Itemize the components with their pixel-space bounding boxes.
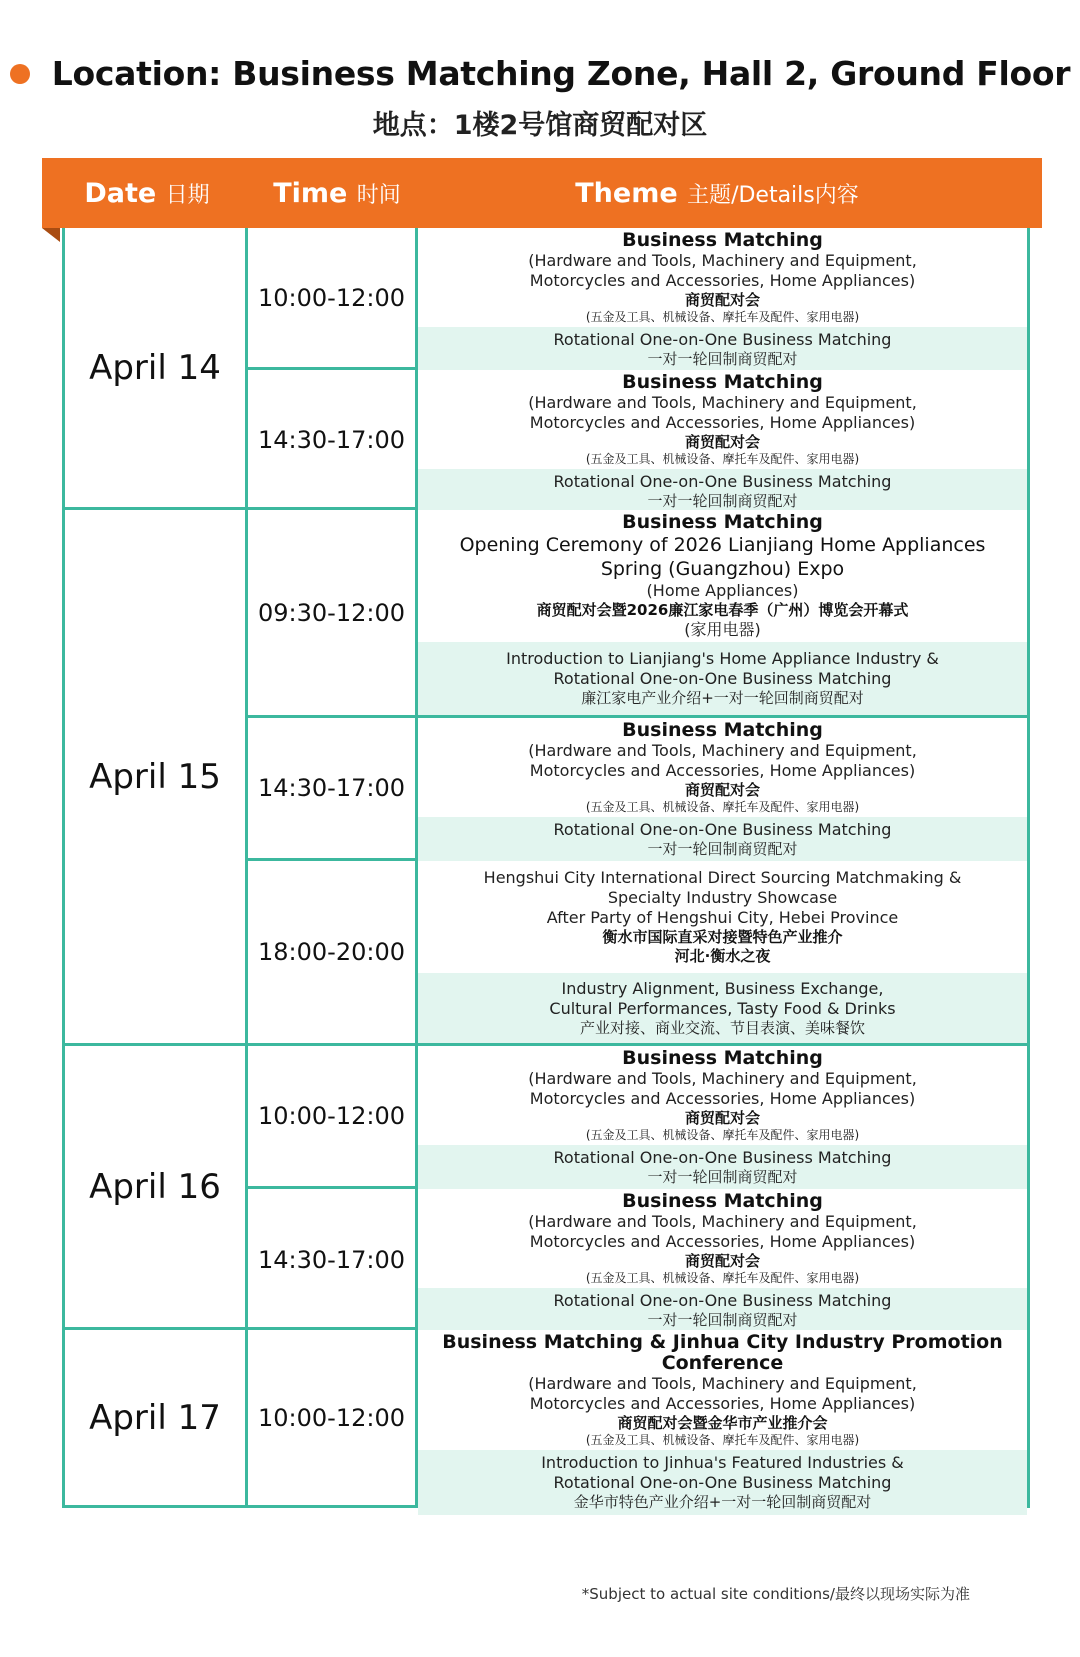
table-header: [42, 158, 1042, 228]
time-cell: 10:00-12:00: [248, 1046, 418, 1186]
date-cell: April 15: [65, 510, 248, 1043]
theme-details: Rotational One-on-One Business Matching 一对一轮回制商贸配对: [418, 469, 1027, 514]
session-row: [248, 718, 1027, 861]
session-row: [248, 370, 1027, 510]
header-theme: Theme 主题/Details内容: [575, 177, 859, 209]
theme-main: Business Matching (Hardware and Tools, Machinery and Equipment, Motorcycles and Accessories, Home Appliances) 商贸配对会 (五金及工具、机械设备、摩托车及配件、家用电器): [418, 718, 1027, 817]
time-cell: 10:00-12:00: [248, 1330, 418, 1505]
bullet-dot-icon: [10, 64, 30, 84]
theme-main: Business Matching Opening Ceremony of 2026 Lianjiang Home Appliances Spring (Guangzhou) Expo (Home Appliances) 商贸配对会暨2026廉江家电春季（广州）博览会开幕式 (家用电器): [418, 510, 1027, 642]
location-heading: [0, 54, 1080, 142]
session-row: [248, 1330, 1027, 1511]
location-title-zh: 地点：1楼2号馆商贸配对区: [372, 110, 708, 141]
theme-main: Business Matching (Hardware and Tools, Machinery and Equipment, Motorcycles and Accessories, Home Appliances) 商贸配对会 (五金及工具、机械设备、摩托车及配件、家用电器): [418, 228, 1027, 327]
theme-details: Introduction to Jinhua's Featured Industries & Rotational One-on-One Business Matching 金华市特色产业介绍+一对一轮回制商贸配对: [418, 1450, 1027, 1515]
theme-main: Business Matching (Hardware and Tools, Machinery and Equipment, Motorcycles and Accessories, Home Appliances) 商贸配对会 (五金及工具、机械设备、摩托车及配件、家用电器): [418, 370, 1027, 469]
location-title: Location: Business Matching Zone, Hall 2, Ground Floor: [51, 54, 1071, 93]
time-cell: 09:30-12:00: [248, 510, 418, 715]
date-cell: April 17: [65, 1330, 248, 1505]
session-row: [248, 1189, 1027, 1330]
theme-details: Industry Alignment, Business Exchange, Cultural Performances, Tasty Food & Drinks 产业对接、商业交流、节目表演、美味餐饮: [418, 973, 1027, 1043]
theme-details: Introduction to Lianjiang's Home Appliance Industry & Rotational One-on-One Business Matching 廉江家电产业介绍+一对一轮回制商贸配对: [418, 642, 1027, 715]
header-fold-decoration: [42, 228, 60, 242]
session-row: [248, 1046, 1027, 1189]
theme-details: Rotational One-on-One Business Matching 一对一轮回制商贸配对: [418, 817, 1027, 862]
session-row: [248, 510, 1027, 718]
day-row: [65, 228, 1027, 510]
session-row: [248, 861, 1027, 1043]
theme-main: Hengshui City International Direct Sourcing Matchmaking & Specialty Industry Showcase After Party of Hengshui City, Hebei Province 衡水市国际直采对接暨特色产业推介 河北·衡水之夜: [418, 861, 1027, 973]
theme-details: Rotational One-on-One Business Matching 一对一轮回制商贸配对: [418, 1145, 1027, 1190]
time-cell: 14:30-17:00: [248, 718, 418, 858]
session-row: [248, 228, 1027, 370]
schedule-table: [62, 228, 1030, 1511]
theme-details: Rotational One-on-One Business Matching 一对一轮回制商贸配对: [418, 1288, 1027, 1333]
theme-details: Rotational One-on-One Business Matching 一对一轮回制商贸配对: [418, 327, 1027, 372]
theme-main: Business Matching (Hardware and Tools, Machinery and Equipment, Motorcycles and Accessories, Home Appliances) 商贸配对会 (五金及工具、机械设备、摩托车及配件、家用电器): [418, 1189, 1027, 1288]
header-time: Time 时间: [273, 177, 401, 209]
header-date: Date 日期: [84, 177, 210, 209]
day-row: [65, 1046, 1027, 1330]
date-cell: April 16: [65, 1046, 248, 1327]
time-cell: 14:30-17:00: [248, 370, 418, 510]
day-row: [65, 1330, 1027, 1511]
theme-main: Business Matching & Jinhua City Industry Promotion Conference (Hardware and Tools, Machinery and Equipment, Motorcycles and Accessories, Home Appliances) 商贸配对会暨金华市产业推介会 (五金及工具、机械设备、摩托车及配件、家用电器): [418, 1330, 1027, 1450]
date-cell: April 14: [65, 228, 248, 507]
time-cell: 18:00-20:00: [248, 861, 418, 1043]
time-cell: 14:30-17:00: [248, 1189, 418, 1330]
day-row: [65, 510, 1027, 1046]
footnote: *Subject to actual site conditions/最终以现场实际为准: [581, 1585, 970, 1603]
time-cell: 10:00-12:00: [248, 228, 418, 367]
theme-main: Business Matching (Hardware and Tools, Machinery and Equipment, Motorcycles and Accessories, Home Appliances) 商贸配对会 (五金及工具、机械设备、摩托车及配件、家用电器): [418, 1046, 1027, 1145]
